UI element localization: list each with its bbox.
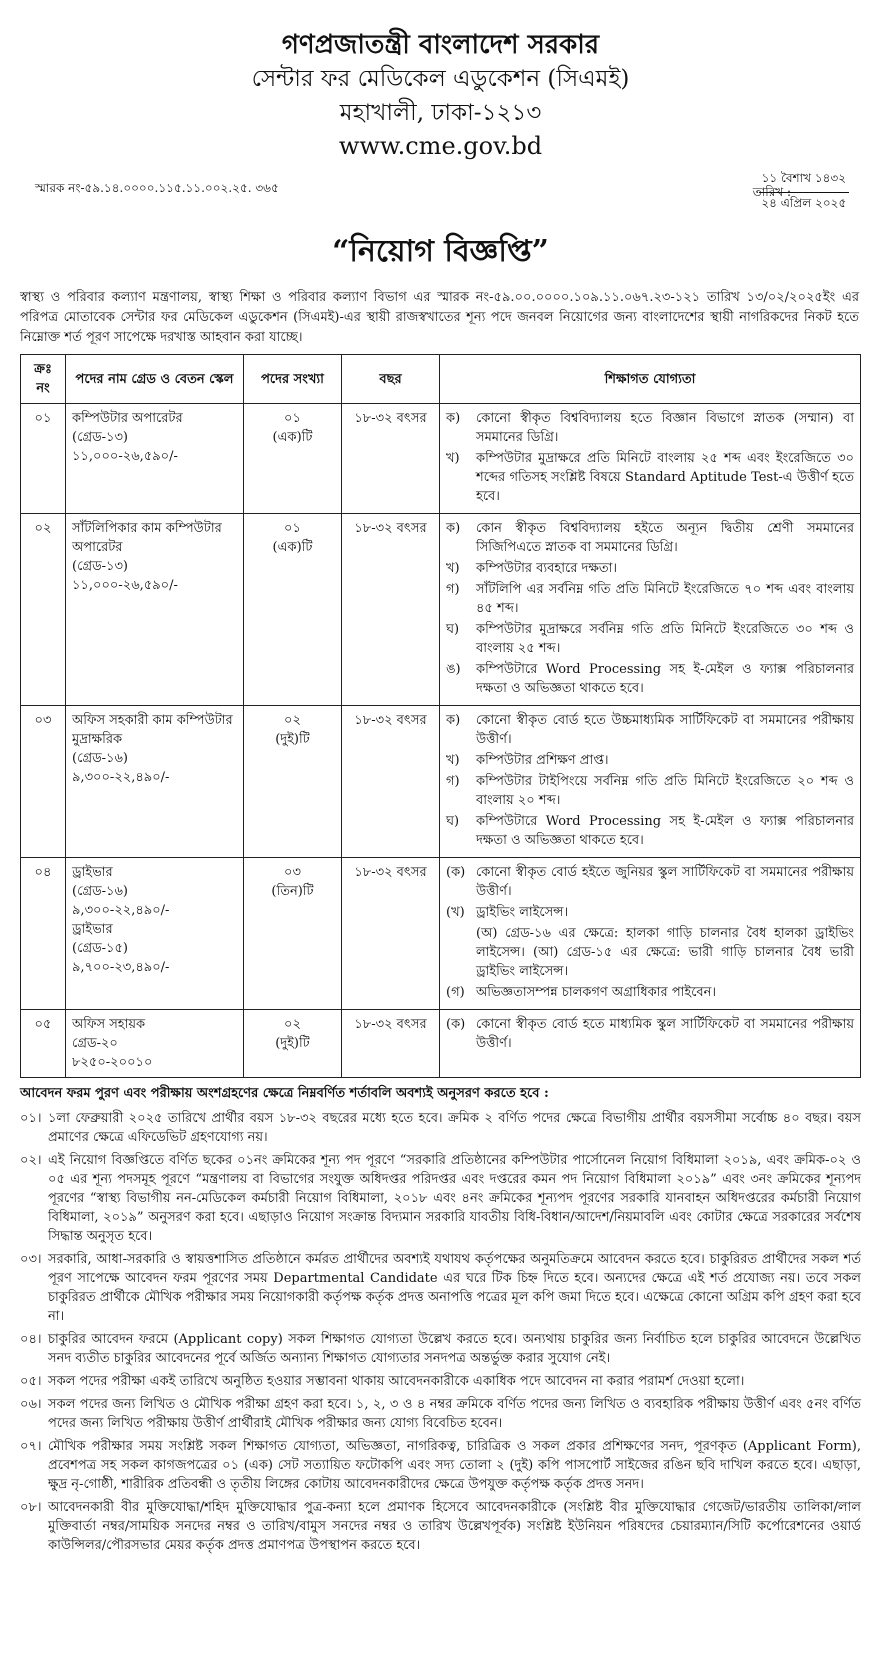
qualification-item bbox=[446, 711, 854, 749]
condition-number: ০৪। bbox=[20, 1332, 42, 1347]
post-age: ১৮-৩২ বৎসর bbox=[342, 404, 440, 514]
post-count-line: ০১ bbox=[284, 411, 301, 426]
post-age: ১৮-৩২ বৎসর bbox=[342, 514, 440, 706]
qualification-item bbox=[446, 1015, 854, 1053]
government-name: গণপ্রজাতন্ত্রী বাংলাদেশ সরকার bbox=[281, 30, 600, 60]
qualification-item bbox=[446, 449, 854, 506]
qualification-label: ক) bbox=[446, 713, 461, 728]
post-name-line: ১১,০০০-২৬,৫৯০/- bbox=[72, 578, 178, 593]
qualification-label: ক) bbox=[446, 521, 461, 536]
post-name-line: অফিস সহায়ক bbox=[72, 1017, 146, 1032]
date-bangla: ১১ বৈশাখ ১৪৩২ bbox=[759, 170, 849, 193]
qualification-label: গ) bbox=[446, 582, 460, 597]
post-name-line: (গ্রেড-১৬) bbox=[72, 751, 129, 766]
condition-item bbox=[20, 1395, 861, 1433]
qualification-label: ঘ) bbox=[446, 622, 460, 637]
post-name-line: (গ্রেড-১৩) bbox=[72, 430, 129, 445]
post-serial: ০৪ bbox=[21, 858, 66, 1010]
memo-number: স্মারক নং-৫৯.১৪.০০০০.১১৫.১১.০০২.২৫. ৩৬৫ bbox=[35, 181, 279, 195]
website-link[interactable]: www.cme.gov.bd bbox=[338, 132, 543, 160]
qualification-cell bbox=[440, 858, 861, 1010]
post-name-line: ১১,০০০-২৬,৫৯০/- bbox=[72, 449, 178, 464]
qualification-label: ঘ) bbox=[446, 814, 460, 829]
post-name-line: (গ্রেড-১৫) bbox=[72, 941, 128, 956]
qualification-cell bbox=[440, 514, 861, 706]
qualification-text: কম্পিউটারে Word Processing সহ ই-মেইল ও ফ্যাক্স পরিচালনার দক্ষতা ও অভিজ্ঞতা থাকতে হবে। bbox=[476, 814, 854, 848]
condition-text: সকল পদের জন্য লিখিত ও মৌখিক পরীক্ষা গ্রহণ করা হবে। ১, ২, ৩ ও ৪ নম্বর ক্রমিকে বর্ণিত পদের জন্য লিখিত ও ব্যবহারিক পরীক্ষায় উত্তীর্ণ এবং ৫নং বর্ণিত পদের জন্য লিখিত পরীক্ষায় উত্তীর্ণ প্রার্থীরাই মৌখিক পরীক্ষার জন্য যোগ্য বিবেচিত হবেন। bbox=[48, 1397, 861, 1431]
condition-text: সকল পদের পরীক্ষা একই তারিখে অনুষ্ঠিত হওয়ার সম্ভাবনা থাকায় আবেদনকারীকে একাধিক পদে আবেদন না করার পরামর্শ দেওয়া হলো। bbox=[48, 1374, 745, 1389]
post-name-line: (গ্রেড-১৬) bbox=[72, 884, 129, 899]
table-row bbox=[21, 514, 861, 706]
post-name-line: ৯,৩০০-২২,৪৯০/- bbox=[72, 770, 170, 785]
qualification-text: সাঁটলিপি এর সর্বনিম্ন গতি প্রতি মিনিটে ইংরেজিতে ৭০ শব্দ এবং বাংলায় ৪৫ শব্দ। bbox=[476, 582, 854, 616]
post-serial: ০১ bbox=[21, 404, 66, 514]
post-serial: ০২ bbox=[21, 514, 66, 706]
table-row bbox=[21, 858, 861, 1010]
qualification-text: কোনো স্বীকৃত বোর্ড হইতে জুনিয়র স্কুল সার্টিফিকেট বা সমমানের পরীক্ষায় উত্তীর্ণ। bbox=[476, 865, 854, 899]
post-name-line: ড্রাইভার bbox=[72, 922, 113, 937]
header-age: বছর bbox=[342, 355, 440, 404]
post-name-cell bbox=[66, 404, 244, 514]
post-count-line: ০২ bbox=[284, 713, 301, 728]
date-english: ২৪ এপ্রিল ২০২৫ bbox=[761, 196, 847, 210]
intro-paragraph: স্বাস্থ্য ও পরিবার কল্যাণ মন্ত্রণালয়, স্বাস্থ্য শিক্ষা ও পরিবার কল্যাণ বিভাগ এর স্মারক নং-৫৯.০০.০০০০.১০৯.১১.০৬৭.২৩-১২১ তারিখ ১৩/০২/২০২৫ইং এর পরিপত্র মোতাবেক সেন্টার ফর মেডিকেল এডুকেশন (সিএমই)-এর স্থায়ী রাজস্বখাতের শূন্য পদে জনবল নিয়োগের জন্য বাংলাদেশের স্থায়ী নাগরিকদের নিকট হতে নিম্নোক্ত শর্ত পূরণ সাপেক্ষে দরখাস্ত আহবান করা যাচ্ছে। bbox=[20, 290, 859, 345]
post-name-line: অফিস সহকারী কাম কম্পিউটার মুদ্রাক্ষরিক bbox=[72, 713, 233, 747]
qualification-cell bbox=[440, 404, 861, 514]
qualification-text: কম্পিউটার মুদ্রাক্ষরে প্রতি মিনিটে বাংলায় ২৫ শব্দ এবং ইংরেজিতে ৩০ শব্দের গতিসহ সংশ্লিষ্ট বিষয়ে Standard Aptitude Test-এ উত্তীর্ণ হতে হবে। bbox=[476, 451, 854, 504]
header-post-name: পদের নাম গ্রেড ও বেতন স্কেল bbox=[66, 355, 244, 404]
post-age: ১৮-৩২ বৎসর bbox=[342, 1010, 440, 1078]
post-count-line: (তিন)টি bbox=[271, 884, 314, 899]
qualification-label: খ) bbox=[446, 561, 460, 576]
condition-text: সরকারি, আধা-সরকারি ও স্বায়ত্তশাসিত প্রতিষ্ঠানে কর্মরত প্রার্থীদের অবশ্যই যথাযথ কর্তৃপক্ষের অনুমতিক্রমে আবেদন করতে হবে। চাকুরিরত প্রার্থীদের সকল শর্ত পূরণ সাপেক্ষে আবেদন ফরম পূরণের সময় Departmental Candidate এর ঘরে টিক চিহ্ন দিতে হবে। অন্যদের ক্ষেত্রে এই শর্ত প্রযোজ্য নয়। তবে সকল চাকুরিরত প্রার্থীকে মৌখিক পরীক্ষার সময় নিয়োগকারী কর্তৃপক্ষ কর্তৃক প্রদত্ত অনাপত্তি পত্রের মূল কপি জমা দিতে হবে। এক্ষেত্রে কোনো অগ্রিম কপি গ্রহণ করা হবে না। bbox=[48, 1252, 861, 1324]
qualification-item bbox=[446, 903, 854, 922]
qualification-item bbox=[446, 559, 854, 578]
date-label: তারিখ : bbox=[752, 185, 791, 199]
post-count-cell bbox=[244, 404, 342, 514]
qualification-text: কম্পিউটার টাইপিংয়ে সর্বনিম্ন গতি প্রতি মিনিটে ইংরেজিতে ২০ শব্দ ও বাংলায় ২০ শব্দ। bbox=[476, 774, 854, 808]
post-name-line: ৮২৫০-২০০১০ bbox=[72, 1055, 153, 1070]
post-count-cell bbox=[244, 514, 342, 706]
qualification-subitem: (অ) গ্রেড-১৬ এর ক্ষেত্রে: হালকা গাড়ি চালনার বৈধ হালকা ড্রাইভিং লাইসেন্স। (আ) গ্রেড-১৫ এর ক্ষেত্রে: ভারী গাড়ি চালনার বৈধ ভারী ড্রাইভিং লাইসেন্স। bbox=[476, 926, 854, 979]
qualification-label: ঙ) bbox=[446, 662, 461, 677]
post-name-line: ৯,৩০০-২২,৪৯০/- bbox=[72, 903, 170, 918]
office-address: মহাখালী, ঢাকা-১২১৩ bbox=[339, 100, 542, 126]
notice-title: “নিয়োগ বিজ্ঞপ্তি” bbox=[332, 234, 549, 269]
post-name-cell bbox=[66, 706, 244, 858]
qualification-item bbox=[446, 580, 854, 618]
qualification-label: গ) bbox=[446, 774, 460, 789]
post-serial: ০৩ bbox=[21, 706, 66, 858]
qualification-text: কোন স্বীকৃত বিশ্ববিদ্যালয় হইতে অন্যূন দ্বিতীয় শ্রেণী সমমানের সিজিপিএতে স্নাতক বা সমমানের ডিগ্রি। bbox=[476, 521, 854, 555]
qualification-label: (ক) bbox=[446, 1017, 466, 1032]
post-count-cell bbox=[244, 706, 342, 858]
condition-item bbox=[20, 1372, 861, 1391]
conditions-list bbox=[20, 1109, 861, 1555]
qualification-text: ড্রাইভিং লাইসেন্স। bbox=[476, 905, 569, 920]
post-name-line: গ্রেড-২০ bbox=[72, 1036, 118, 1051]
post-count-line: ০১ bbox=[284, 521, 301, 536]
post-serial: ০৫ bbox=[21, 1010, 66, 1078]
qualification-item bbox=[446, 772, 854, 810]
condition-item bbox=[20, 1330, 861, 1368]
condition-text: চাকুরির আবেদন ফরমে (Applicant copy) সকল শিক্ষাগত যোগ্যতা উল্লেখ করতে হবে। অন্যথায় চাকুরির জন্য নির্বাচিত হলে চাকুরির আবেদনে উল্লেখিত সনদ ব্যতীত চাকুরির আবেদনের পূর্বে অর্জিত অন্যান্য শিক্ষাগত যোগ্যতার সনদপত্র অন্তর্ভুক্ত করার সুযোগ নেই। bbox=[48, 1332, 861, 1366]
qualification-text: কম্পিউটারে Word Processing সহ ই-মেইল ও ফ্যাক্স পরিচালনার দক্ষতা ও অভিজ্ঞতা থাকতে হবে। bbox=[476, 662, 854, 696]
post-name-line: (গ্রেড-১৩) bbox=[72, 559, 129, 574]
posts-table-body bbox=[21, 404, 861, 1078]
qualification-item bbox=[446, 660, 854, 698]
qualification-item bbox=[446, 863, 854, 901]
condition-item bbox=[20, 1498, 861, 1555]
qualification-text: কম্পিউটার মুদ্রাক্ষরে সর্বনিম্ন গতি প্রতি মিনিটে ইংরেজিতে ৩০ শব্দ ও বাংলায় ২৫ শব্দ। bbox=[476, 622, 854, 656]
post-name-line: কম্পিউটার অপারেটর bbox=[72, 411, 183, 426]
condition-text: এই নিয়োগ বিজ্ঞপ্তিতে বর্ণিত ছকের ০১নং ক্রমিকের শূন্য পদ পূরণে “সরকারি প্রতিষ্ঠানের কম্পিউটার পার্সোনেল নিয়োগ বিধিমালা ২০১৯, এবং ক্রমিক-০২ ও ০৫ এর শূন্য পদসমূহ পূরণে “মন্ত্রণালয় বা বিভাগের সংযুক্ত অধিদপ্তর পরিদপ্তর এবং দপ্তরের কমন পদ নিয়োগ বিধিমালা ২০১৯” এবং ৩নং ক্রমিকের শূন্যপদ পূরণের “স্বাস্থ্য বিভাগীয় নন-মেডিকেল কর্মচারী নিয়োগ বিধিমালা, ২০১৮ এবং ৪নং ক্রমিকের শূন্যপদ পূরণের সরকারি যানবাহন অধিদপ্তরের কর্মচারী নিয়োগ বিধিমালা, ২০১৯” অনুসরণ করা হবে। এছাড়াও নিয়োগ সংক্রান্ত বিদ্যমান সরকারি যাবতীয় বিধি-বিধান/আদেশ/নিয়মাবলি এবং কোটার ক্ষেত্রে সরকারের সর্বশেষ সিদ্ধান্ত অনুসৃত হবে। bbox=[48, 1153, 861, 1244]
qualification-label: ক) bbox=[446, 411, 461, 426]
qualification-label: খ) bbox=[446, 753, 460, 768]
condition-item bbox=[20, 1437, 861, 1494]
condition-item bbox=[20, 1250, 861, 1326]
conditions-heading: আবেদন ফরম পুরণ এবং পরীক্ষায় অংশগ্রহণের ক্ষেত্রে নিম্নবর্ণিত শর্তাবলি অবশ্যই অনুসরণ করতে হবে : bbox=[20, 1086, 549, 1101]
qualification-item bbox=[446, 751, 854, 770]
post-name-cell bbox=[66, 514, 244, 706]
post-count-line: (এক)টি bbox=[272, 540, 313, 555]
qualification-text: কোনো স্বীকৃত বিশ্ববিদ্যালয় হতে বিজ্ঞান বিভাগে স্নাতক (সম্মান) বা সমমানের ডিগ্রি। bbox=[476, 411, 854, 445]
post-name-line: ড্রাইভার bbox=[72, 865, 113, 880]
qualification-text: কোনো স্বীকৃত বোর্ড হতে মাধ্যমিক স্কুল সার্টিফিকেট বা সমমানের পরীক্ষায় উত্তীর্ণ। bbox=[476, 1017, 854, 1051]
qualification-text: কম্পিউটার প্রশিক্ষণ প্রাপ্ত। bbox=[476, 753, 609, 768]
qualification-label: (গ) bbox=[446, 985, 465, 1000]
qualification-item bbox=[446, 519, 854, 557]
table-row bbox=[21, 706, 861, 858]
post-name-cell bbox=[66, 858, 244, 1010]
condition-number: ০৮। bbox=[20, 1500, 42, 1515]
post-count-line: (দুই)টি bbox=[275, 1036, 310, 1051]
post-count-line: ০২ bbox=[284, 1017, 301, 1032]
condition-number: ০২। bbox=[20, 1153, 42, 1168]
qualification-item bbox=[446, 409, 854, 447]
qualification-cell bbox=[440, 706, 861, 858]
table-row bbox=[21, 404, 861, 514]
table-row bbox=[21, 1010, 861, 1078]
post-name-line: ৯,৭০০-২৩,৪৯০/- bbox=[72, 960, 170, 975]
qualification-item bbox=[446, 620, 854, 658]
condition-number: ০৬। bbox=[20, 1397, 42, 1412]
qualification-text: কোনো স্বীকৃত বোর্ড হতে উচ্চমাধ্যমিক সার্টিফিকেট বা সমমানের পরীক্ষায় উত্তীর্ণ। bbox=[476, 713, 854, 747]
post-name-line: সাঁটলিপিকার কাম কম্পিউটার অপারেটর bbox=[72, 521, 222, 555]
post-age: ১৮-৩২ বৎসর bbox=[342, 706, 440, 858]
qualification-label: (খ) bbox=[446, 905, 465, 920]
post-count-line: (এক)টি bbox=[272, 430, 313, 445]
memo-row bbox=[20, 162, 861, 224]
table-header-row bbox=[21, 355, 861, 404]
condition-number: ০৩। bbox=[20, 1252, 42, 1267]
condition-text: আবেদনকারী বীর মুক্তিযোদ্ধা/শহিদ মুক্তিযোদ্ধার পুত্র-কন্যা হলে প্রমাণক হিসেবে আবেদনকারীকে (সংশ্লিষ্ট বীর মুক্তিযোদ্ধার গেজেট/ভারতীয় তালিকা/লাল মুক্তিবার্তা নম্বর/সাময়িক সনদের নম্বর ও তারিখ/বামুস সনদের নম্বর ও তারিখ উল্লেখপূর্বক) সংশ্লিষ্ট ইউনিয়ন পরিষদের চেয়ারম্যান/সিটি কর্পোরেশনের ওয়ার্ড কাউন্সিলর/পৌরসভার মেয়র কর্তৃক প্রদত্ত প্রমাণপত্র উপস্থাপন করতে হবে। bbox=[48, 1500, 861, 1553]
condition-text: মৌখিক পরীক্ষার সময় সংশ্লিষ্ট সকল শিক্ষাগত যোগ্যতা, অভিজ্ঞতা, নাগরিকত্ব, চারিত্রিক ও সকল প্রকার প্রশিক্ষণের সনদ, পূরণকৃত (Applicant Form), প্রবেশপত্র সহ সকল কাগজপত্রের ০১ (এক) সেট সত্যায়িত ফটোকপি এবং সদ্য তোলা ২ (দুই) কপি পাসপোর্ট সাইজের রঙিন ছবি দাখিল করতে হবে। এছাড়া, ক্ষুদ্র নৃ-গোষ্ঠী, শারীরিক প্রতিবন্ধী ও তৃতীয় লিঙ্গের কোটায় আবেদনকারীদের ক্ষেত্রে উপযুক্ত কর্তৃপক্ষ কর্তৃক প্রদত্ত সনদ। bbox=[48, 1439, 861, 1492]
post-count-line: ০৩ bbox=[284, 865, 301, 880]
post-count-cell bbox=[244, 858, 342, 1010]
qualification-item bbox=[446, 812, 854, 850]
qualification-text: কম্পিউটার ব্যবহারে দক্ষতা। bbox=[476, 561, 618, 576]
qualification-text: অভিজ্ঞতাসম্পন্ন চালকগণ অগ্রাধিকার পাইবেন। bbox=[476, 985, 717, 1000]
post-count-cell bbox=[244, 1010, 342, 1078]
qualification-label: খ) bbox=[446, 451, 460, 466]
condition-number: ০১। bbox=[20, 1111, 42, 1126]
condition-item bbox=[20, 1151, 861, 1246]
qualification-item bbox=[446, 983, 854, 1002]
condition-text: ১লা ফেব্রুয়ারী ২০২৫ তারিখে প্রার্থীর বয়স ১৮-৩২ বছরের মধ্যে হতে হবে। ক্রমিক ২ বর্ণিত পদের ক্ষেত্রে বিভাগীয় প্রার্থীর বয়সসীমা সর্বোচ্চ ৪০ বছর। বয়স প্রমাণের ক্ষেত্রে এফিডেভিট গ্রহণযোগ্য নয়। bbox=[48, 1111, 861, 1145]
office-name: সেন্টার ফর মেডিকেল এডুকেশন (সিএমই) bbox=[251, 66, 630, 92]
post-age: ১৮-৩২ বৎসর bbox=[342, 858, 440, 1010]
qualification-cell bbox=[440, 1010, 861, 1078]
condition-item bbox=[20, 1109, 861, 1147]
condition-number: ০৭। bbox=[20, 1439, 42, 1454]
date-block bbox=[759, 170, 849, 215]
header-post-count: পদের সংখ্যা bbox=[244, 355, 342, 404]
qualification-label: (ক) bbox=[446, 865, 466, 880]
condition-number: ০৫। bbox=[20, 1374, 42, 1389]
header-qualification: শিক্ষাগত যোগ্যতা bbox=[440, 355, 861, 404]
post-count-line: (দুই)টি bbox=[275, 732, 310, 747]
posts-table bbox=[20, 354, 861, 1078]
post-name-cell bbox=[66, 1010, 244, 1078]
header-serial: ক্রঃ নং bbox=[21, 355, 66, 404]
